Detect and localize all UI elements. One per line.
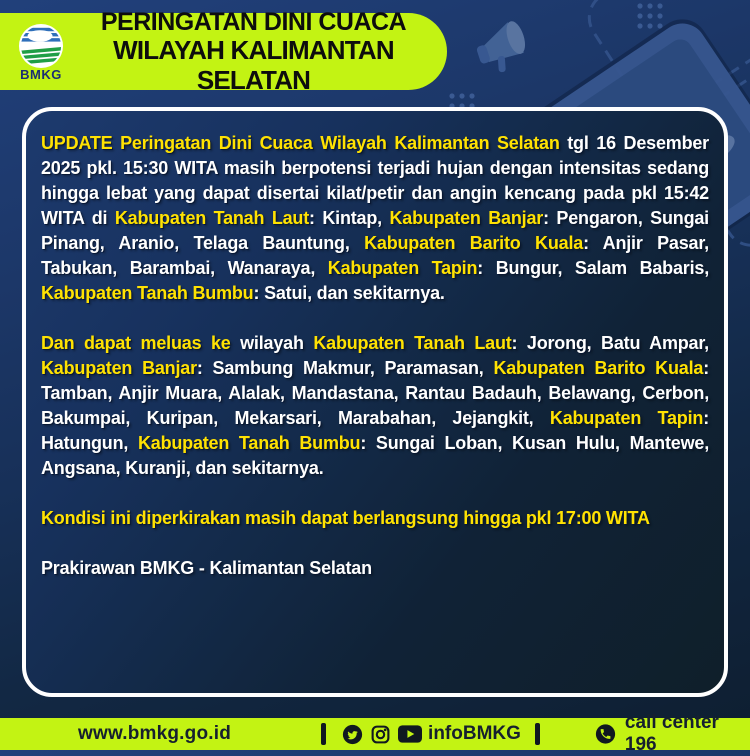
- footer-bar: [0, 712, 750, 755]
- highlighted-text: Kabupaten Banjar: [41, 358, 197, 378]
- instagram-icon[interactable]: [370, 724, 391, 745]
- body-text: : Jorong, Batu Ampar,: [511, 333, 709, 353]
- poster-title: [74, 8, 447, 96]
- body-text: : Hatungun,: [41, 408, 709, 453]
- footer-divider: [321, 723, 326, 745]
- body-text: : Sungai Loban, Kusan Hulu, Mantewe, Angsana, Kuranji, dan sekitarnya.: [41, 433, 709, 478]
- youtube-icon[interactable]: [398, 725, 422, 743]
- highlighted-text: Dan dapat meluas ke: [41, 333, 231, 353]
- call-center-label: call center 196: [624, 712, 719, 755]
- phone-icon: [595, 723, 616, 745]
- footer-divider: [535, 723, 540, 745]
- body-text: : Pengaron, Sungai Pinang, Aranio, Telaga Bauntung,: [41, 208, 709, 253]
- bmkg-logo: [8, 23, 74, 81]
- highlighted-text: Kabupaten Tanah Bumbu: [137, 433, 361, 453]
- highlighted-text: Kondisi ini diperkirakan masih dapat berlangsung hingga pkl 17:00 WITA: [41, 508, 650, 528]
- body-text: : Sambung Makmur, Paramasan,: [196, 358, 494, 378]
- website-link[interactable]: www.bmkg.go.id: [78, 723, 232, 744]
- social-handle[interactable]: infoBMKG: [428, 723, 521, 744]
- highlighted-text: Kabupaten Tapin: [327, 258, 478, 278]
- header-banner: [0, 7, 447, 95]
- bmkg-logo-icon: [18, 23, 64, 69]
- warning-paragraph-update: [41, 131, 709, 306]
- body-text: : Kintap,: [309, 208, 390, 228]
- poster-title-line1: PERINGATAN DINI CUACA: [100, 7, 407, 36]
- call-center: [595, 712, 750, 756]
- body-text: : Bungur, Salam Babaris,: [477, 258, 710, 278]
- warning-paragraph-expansion: [41, 331, 709, 481]
- warning-card: [22, 107, 728, 697]
- bmkg-logo-label: BMKG: [20, 66, 62, 82]
- highlighted-text: Kabupaten Banjar: [389, 208, 544, 228]
- highlighted-text: Kabupaten Tapin: [549, 408, 704, 428]
- body-text: Prakirawan BMKG - Kalimantan Selatan: [41, 558, 372, 578]
- body-text: : Satui, dan sekitarnya.: [253, 283, 445, 303]
- megaphone-icon: [472, 19, 533, 78]
- warning-paragraph-forecaster: [41, 556, 709, 581]
- highlighted-text: Kabupaten Tanah Laut: [114, 208, 310, 228]
- body-text: : Anjir Pasar, Tabukan, Barambai, Wanaraya,: [41, 233, 709, 278]
- body-text: wilayah: [230, 333, 314, 353]
- highlighted-text: Kabupaten Barito Kuala: [364, 233, 584, 253]
- highlighted-text: Kabupaten Tanah Laut: [313, 333, 512, 353]
- twitter-icon[interactable]: [342, 724, 363, 745]
- poster-title-line2: WILAYAH KALIMANTAN SELATAN: [113, 35, 394, 95]
- body-text: tgl 16 Desember 2025 pkl. 15:30 WITA masih berpotensi terjadi hujan dengan intensitas sedang hingga lebat yang dapat disertai kilat/petir dan angin kencang pada pkl 15:42 WITA di: [41, 133, 709, 228]
- highlighted-text: UPDATE Peringatan Dini Cuaca Wilayah Kalimantan Selatan: [41, 133, 560, 153]
- social-icons: [342, 724, 422, 745]
- highlighted-text: Kabupaten Barito Kuala: [493, 358, 704, 378]
- warning-paragraph-duration: [41, 506, 709, 531]
- highlighted-text: Kabupaten Tanah Bumbu: [41, 283, 254, 303]
- body-text: : Tamban, Anjir Muara, Alalak, Mandastana, Rantau Badauh, Belawang, Cerbon, Bakumpai, Kuripan, Mekarsari, Marabahan, Jejangkit,: [41, 358, 709, 428]
